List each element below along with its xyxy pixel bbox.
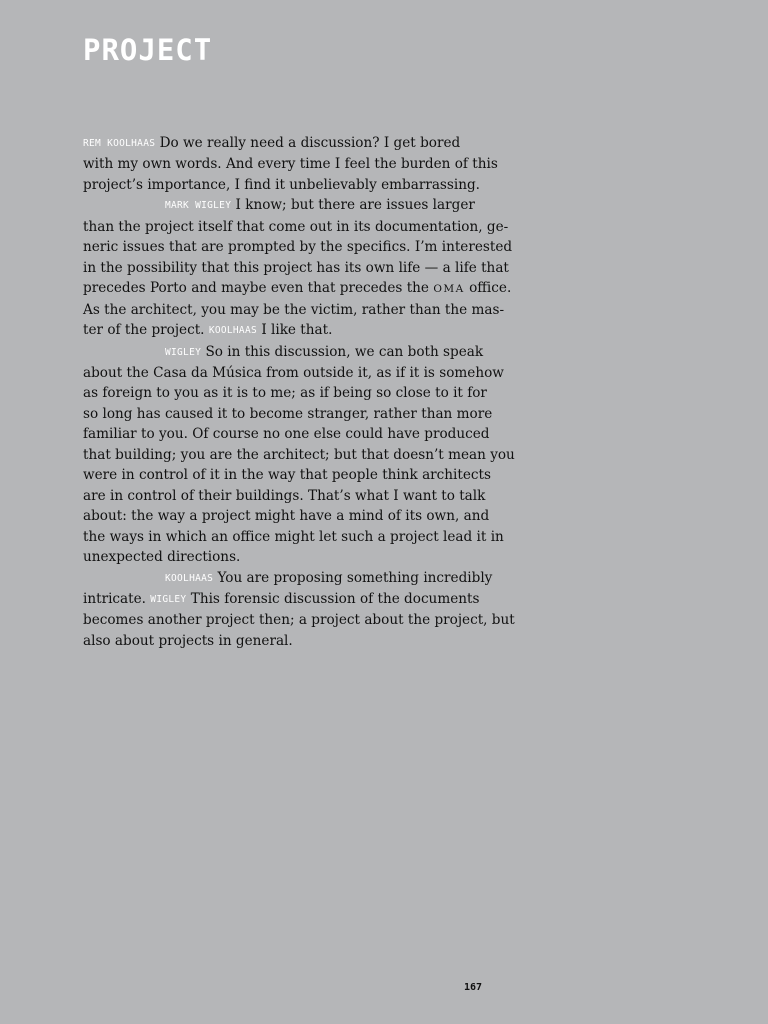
text-line: neric issues that are prompted by the specifics. I’m interested xyxy=(83,239,513,256)
text-line: As the architect, you may be the victim, rather than the mas- xyxy=(83,301,505,318)
text-line: familiar to you. Of course no one else could have produced xyxy=(83,426,490,443)
text-line: also about projects in general. xyxy=(83,632,293,649)
text-segment: I like that. xyxy=(261,322,333,339)
speaker-label-koolhaas: KOOLHAAS xyxy=(165,572,214,584)
speaker-label-mark-wigley: MARK WIGLEY xyxy=(165,200,232,212)
text-segment: You are proposing something incredibly xyxy=(217,569,493,586)
interview-text xyxy=(83,133,515,651)
text-line: about: the way a project might have a mind of its own, and xyxy=(83,508,490,525)
text-line xyxy=(83,195,483,216)
text-line: project’s importance, I find it unbelievably embarrassing. xyxy=(83,176,480,193)
paragraph-4 xyxy=(83,568,515,652)
text-line xyxy=(83,342,483,363)
text-segment: ter of the project. xyxy=(83,322,205,339)
text-line xyxy=(83,589,483,610)
text-segment: I know; but there are issues larger xyxy=(235,197,475,214)
paragraph-3 xyxy=(83,342,515,568)
page-number: 167 xyxy=(464,982,483,993)
oma-abbreviation: OMA xyxy=(433,283,465,296)
text-line: are in control of their buildings. That’s what I want to talk xyxy=(83,487,486,504)
text-line xyxy=(83,278,512,299)
section-heading: PROJECT xyxy=(83,33,213,67)
text-line: so long has caused it to become stranger, rather than more xyxy=(83,405,493,422)
text-line: as foreign to you as it is to me; as if being so close to it for xyxy=(83,385,487,402)
text-line: in the possibility that this project has its own life — a life that xyxy=(83,259,509,276)
speaker-label-wigley: WIGLEY xyxy=(150,593,187,605)
speaker-label-wigley: WIGLEY xyxy=(165,346,202,358)
text-line xyxy=(83,568,493,589)
text-line: about the Casa da Música from outside it, as if it is somehow xyxy=(83,364,504,381)
paragraph-1 xyxy=(83,133,498,195)
paragraph-2 xyxy=(83,195,513,341)
text-segment: So in this discussion, we can both speak xyxy=(205,343,484,360)
speaker-label-koolhaas: KOOLHAAS xyxy=(208,325,257,337)
text-line: than the project itself that come out in its documentation, ge- xyxy=(83,218,509,235)
text-segment: precedes Porto and maybe even that precedes the xyxy=(83,280,429,297)
text-line: with my own words. And every time I feel the burden of this xyxy=(83,156,498,173)
text-line: were in control of it in the way that people think architects xyxy=(83,467,491,484)
text-line: that building; you are the architect; but that doesn’t mean you xyxy=(83,446,515,463)
text-segment: This forensic discussion of the documents xyxy=(190,590,480,607)
text-line xyxy=(83,320,483,341)
text-segment: office. xyxy=(469,280,512,297)
text-segment: intricate. xyxy=(83,590,146,607)
text-line: becomes another project then; a project about the project, but xyxy=(83,612,515,629)
text-line: the ways in which an office might let such a project lead it in xyxy=(83,528,504,545)
text-line: unexpected directions. xyxy=(83,549,241,566)
speaker-label-rem-koolhaas: REM KOOLHAAS xyxy=(83,138,156,149)
text-segment: Do we really need a discussion? I get bored xyxy=(159,135,461,151)
text-line xyxy=(83,133,483,154)
